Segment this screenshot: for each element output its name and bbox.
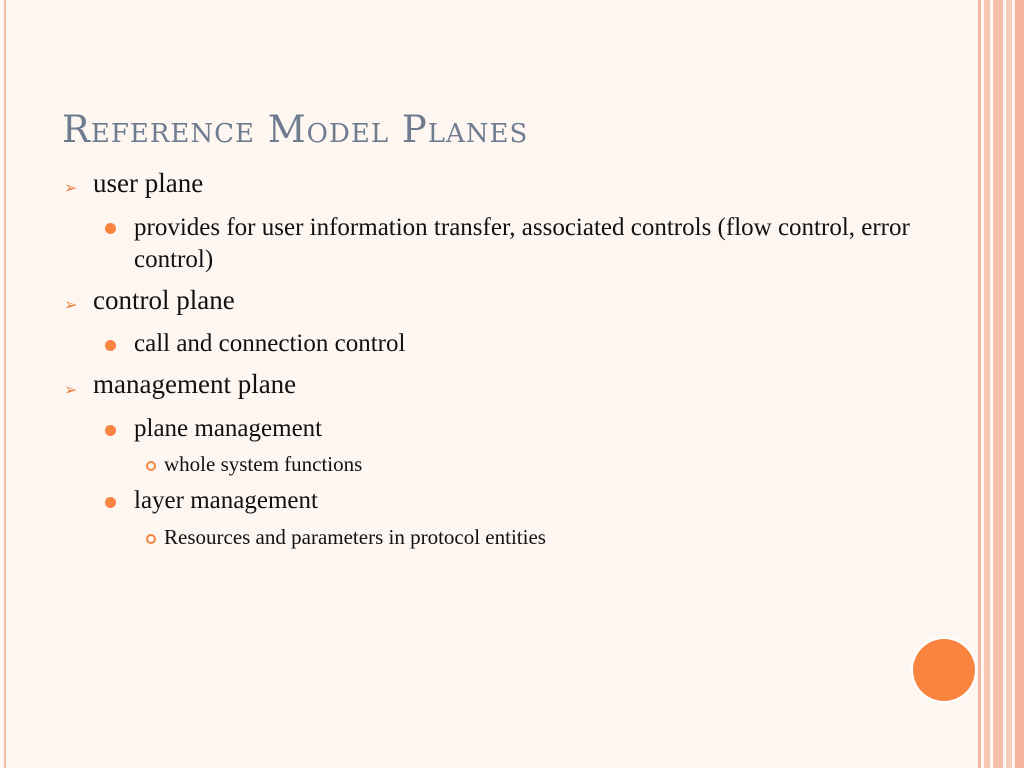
filled-dot-bullet-icon <box>105 425 116 436</box>
bullet-level3: whole system functions <box>164 452 363 476</box>
bullet-level1: user plane <box>93 168 204 198</box>
decorative-circle <box>913 639 975 701</box>
bullet-level2: provides for user information transfer, associated controls (flow control, error control) <box>134 214 910 273</box>
bullet-level2: call and connection control <box>134 330 406 357</box>
filled-dot-bullet-icon <box>105 497 116 508</box>
right-stripe <box>984 0 990 768</box>
right-stripe <box>978 0 981 768</box>
bullet-level2: plane management <box>134 415 323 442</box>
ring-bullet-icon <box>146 534 156 544</box>
slide-title: Reference Model Planes <box>62 108 529 151</box>
bullet-level2: layer management <box>134 487 318 514</box>
ring-bullet-icon <box>146 461 156 471</box>
right-stripe <box>1006 0 1012 768</box>
right-stripe <box>1015 0 1024 768</box>
right-stripe <box>993 0 1003 768</box>
left-border <box>4 0 6 768</box>
bullet-level3: Resources and parameters in protocol entities <box>164 525 546 549</box>
bullet-level1: management plane <box>93 369 297 399</box>
arrowhead-bullet-icon: ➢ <box>64 178 78 197</box>
filled-dot-bullet-icon <box>105 340 116 351</box>
bullet-level1: control plane <box>93 285 235 315</box>
filled-dot-bullet-icon <box>105 223 116 234</box>
arrowhead-bullet-icon: ➢ <box>64 295 78 314</box>
arrowhead-bullet-icon: ➢ <box>64 380 78 399</box>
